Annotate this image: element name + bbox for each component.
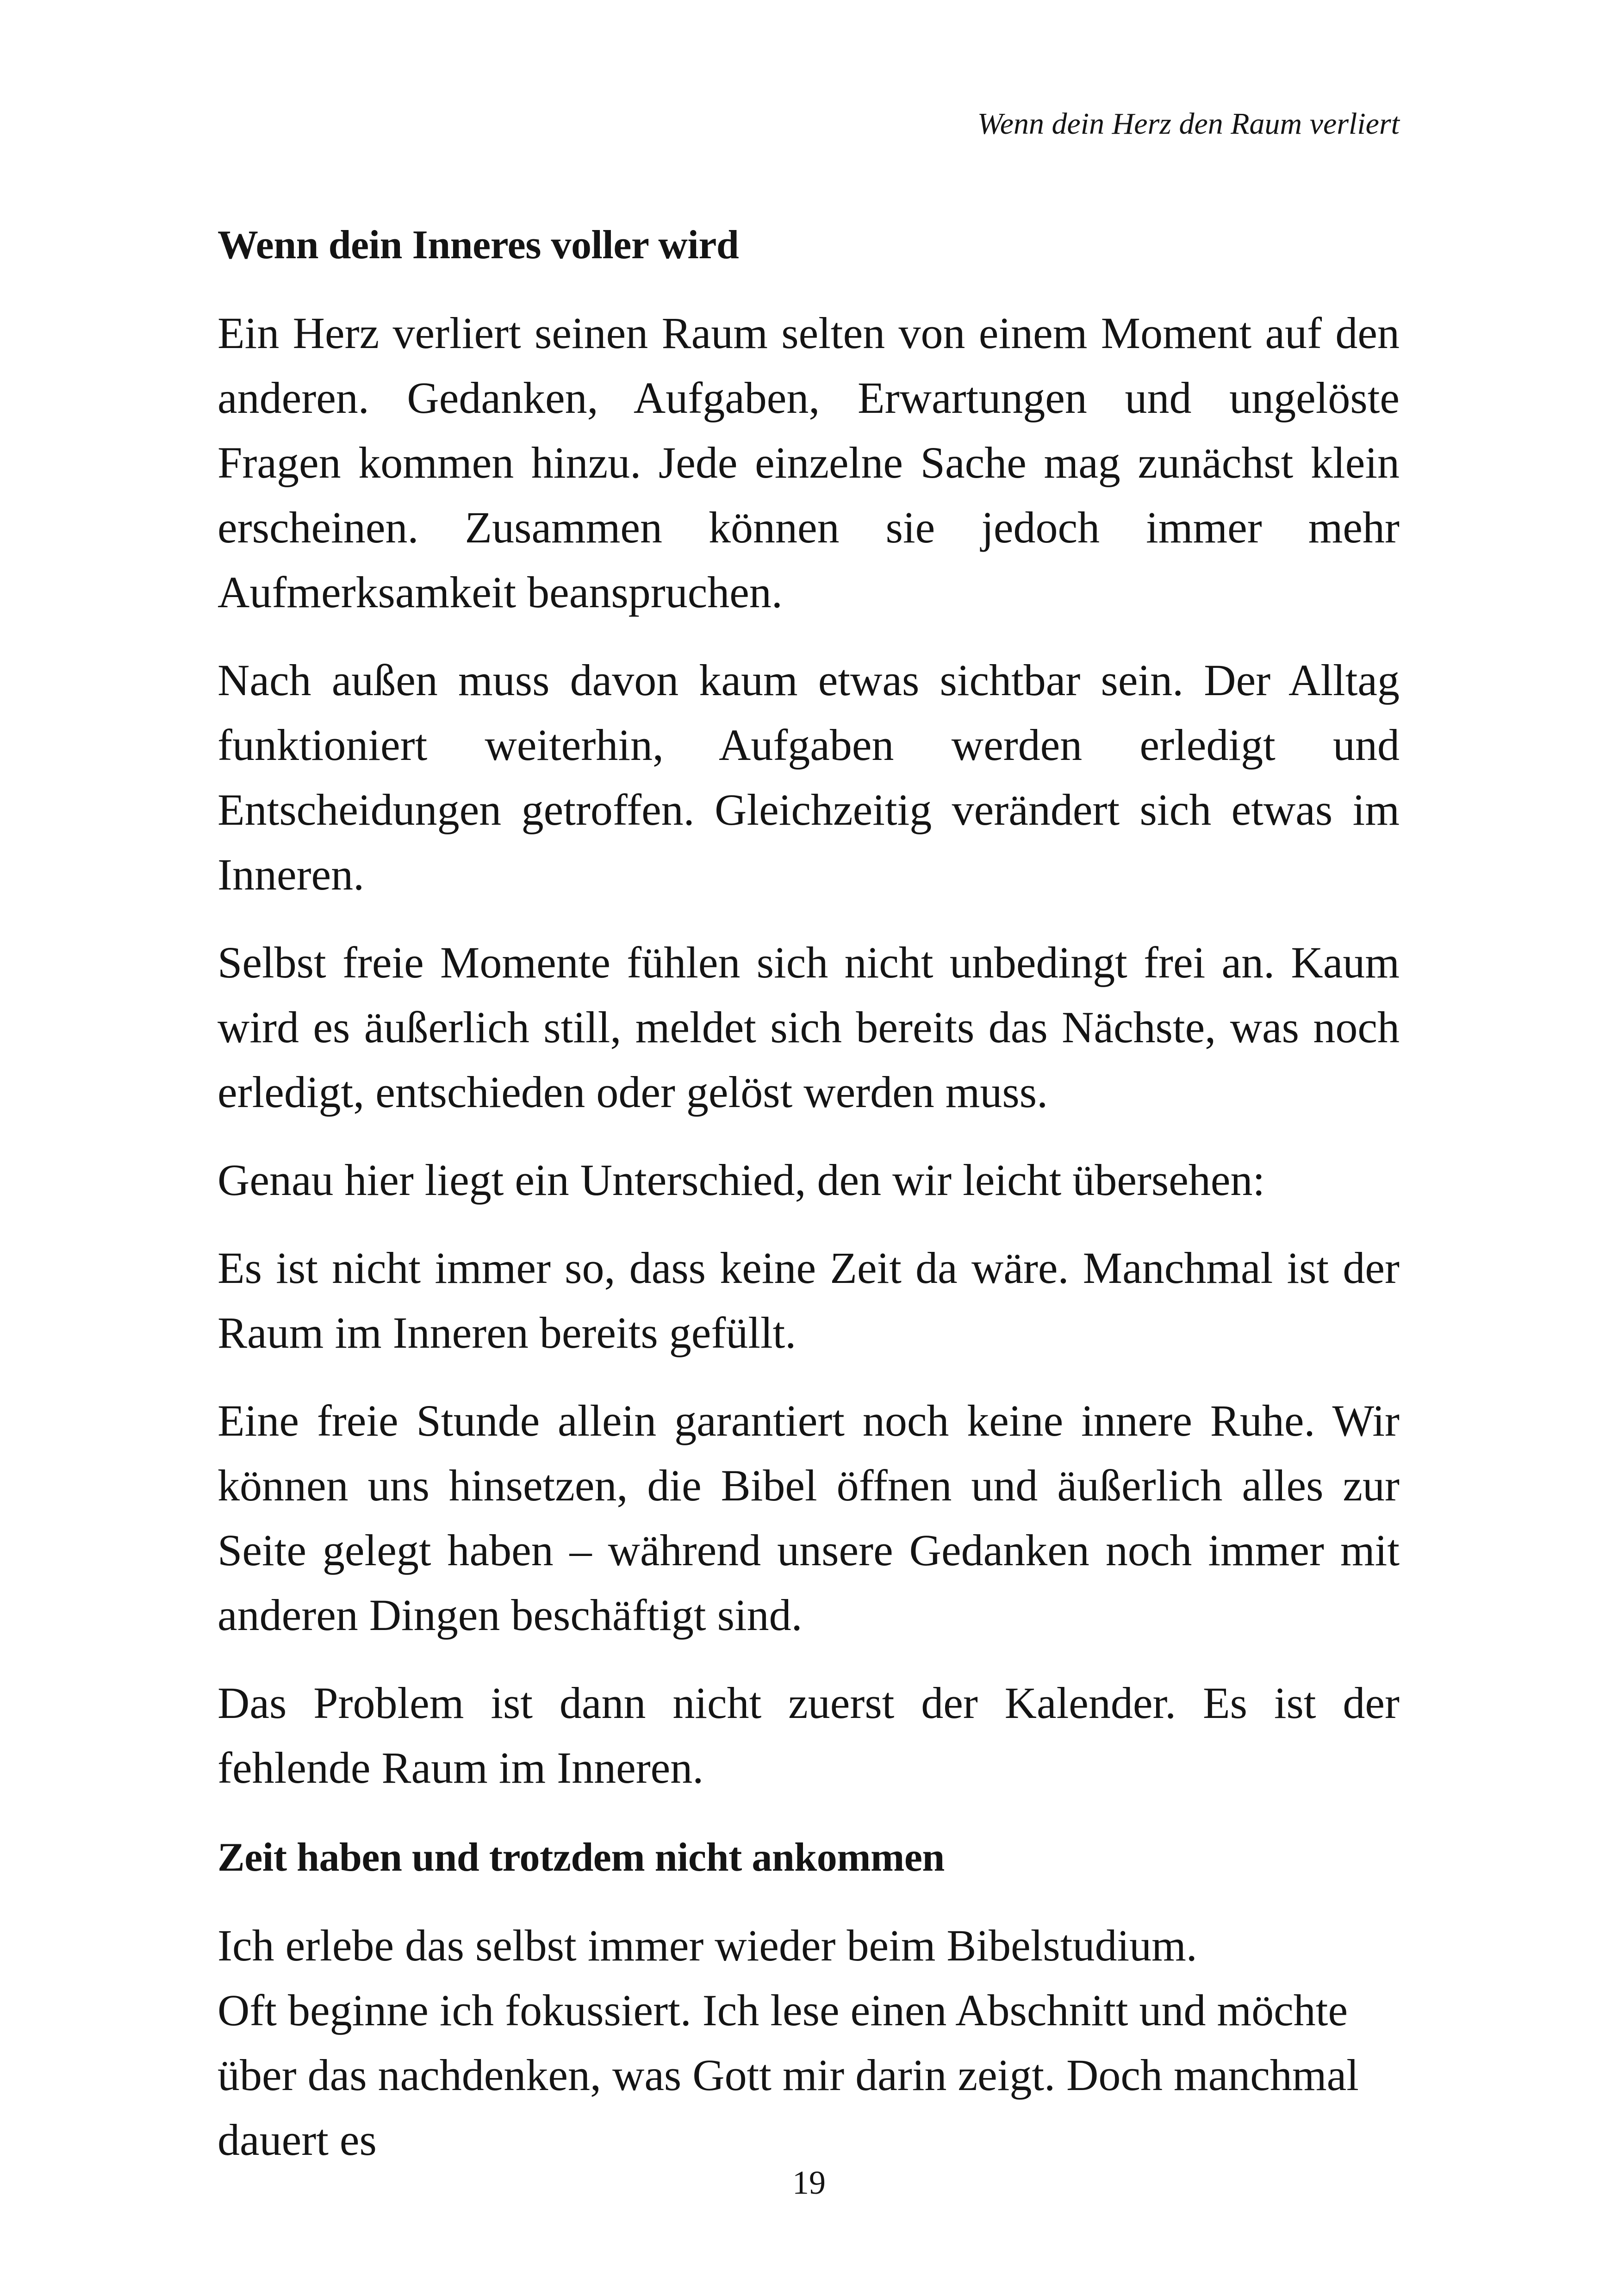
running-head: Wenn dein Herz den Raum verliert [977,107,1400,141]
section-2 [218,1830,1400,2172]
paragraph: Es ist nicht immer so, dass keine Zeit da wäre. Manchmal ist der Raum im Inneren bereits gefüllt. [218,1243,1400,1357]
paragraph: Selbst freie Momente fühlen sich nicht unbedingt frei an. Kaum wird es äußerlich still, meldet sich bereits das Nächste, was noch erledigt, entschieden oder gelöst werden muss. [218,938,1400,1117]
paragraph: Ich erlebe das selbst immer wieder beim Bibelstudium. [218,1921,1197,1970]
page-content [218,218,1400,2196]
paragraph: Genau hier liegt ein Unterschied, den wir leicht übersehen: [218,1155,1265,1205]
section-heading: Zeit haben und trotzdem nicht ankommen [218,1835,945,1880]
page-number: 19 [792,2164,826,2201]
paragraph: Das Problem ist dann nicht zuerst der Kalender. Es ist der fehlende Raum im Inneren. [218,1678,1400,1792]
paragraph: Nach außen muss davon kaum etwas sichtbar sein. Der Alltag funktioniert weiterhin, Aufgaben werden erledigt und Entscheidungen getroffen. Gleichzeitig verändert sich etwas im Inneren. [218,655,1400,899]
section-heading: Wenn dein Inneres voller wird [218,223,739,268]
section-1 [218,218,1400,1800]
paragraph: Eine freie Stunde allein garantiert noch keine innere Ruhe. Wir können uns hinsetzen, die Bibel öffnen und äußerlich alles zur Seite gelegt haben – während unsere Gedanken noch immer mit anderen Dingen beschäftigt sind. [218,1396,1400,1640]
paragraph: Ein Herz verliert seinen Raum selten von einem Moment auf den anderen. Gedanken, Aufgaben, Erwartungen und ungelöste Fragen kommen hinzu. Jede einzelne Sache mag zunächst klein erscheinen. Zusammen können sie jedoch immer mehr Aufmerksamkeit beanspruchen. [218,308,1400,617]
paragraph: Oft beginne ich fokussiert. Ich lese einen Abschnitt und möchte über das nachdenken, was Gott mir darin zeigt. Doch manchmal dauert es [218,1985,1359,2165]
